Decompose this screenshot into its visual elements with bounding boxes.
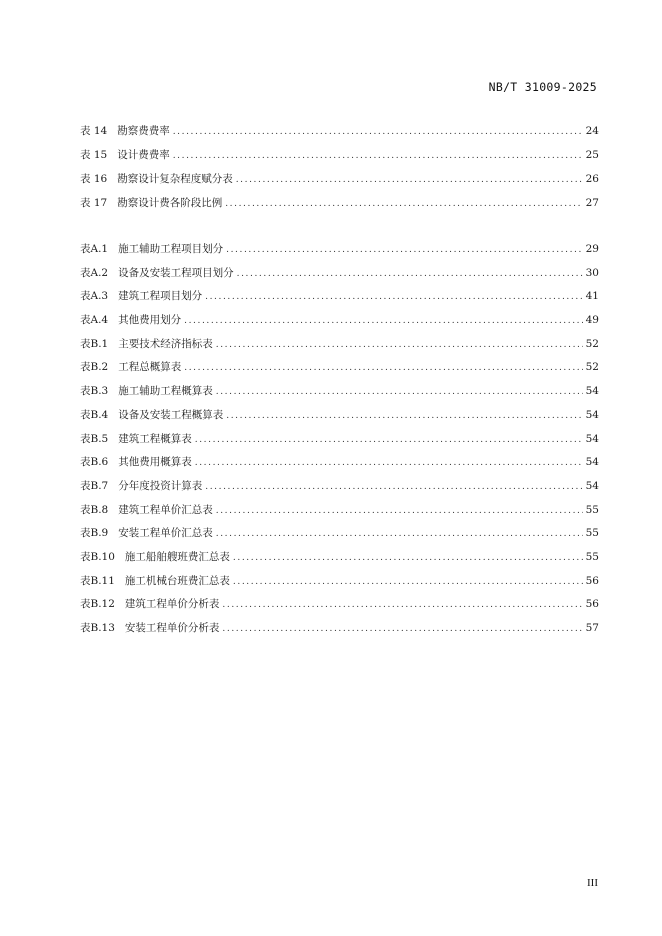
toc-entry-page: 54 xyxy=(585,479,599,492)
toc-dot-leader xyxy=(237,269,583,279)
toc-entry-title: 分年度投资计算表 xyxy=(118,479,203,492)
toc-entry-title: 设备及安装工程项目划分 xyxy=(118,266,234,279)
toc-entry-page: 54 xyxy=(585,456,599,469)
toc-entry-number: 表B.5 xyxy=(80,432,109,445)
toc-entry-title: 主要技术经济指标表 xyxy=(118,337,213,350)
toc-entry[interactable] xyxy=(80,573,599,597)
toc-entry-title: 建筑工程概算表 xyxy=(118,432,192,445)
toc-entry-number: 表 15 xyxy=(80,149,108,161)
toc-entry-page: 54 xyxy=(585,432,599,445)
toc-dot-leader xyxy=(222,624,582,634)
toc-entry-page: 25 xyxy=(585,149,599,161)
toc-entry-title: 安装工程单价分析表 xyxy=(124,622,220,634)
toc-dot-leader xyxy=(184,363,582,373)
toc-entry-title: 设计费费率 xyxy=(117,149,170,161)
toc-entry-page: 24 xyxy=(585,125,599,137)
toc-entry-label xyxy=(80,383,213,398)
toc-entry-number: 表 16 xyxy=(80,173,108,185)
toc-dot-leader xyxy=(216,387,583,397)
toc-entry-page: 55 xyxy=(585,527,599,540)
toc-entry-number: 表B.6 xyxy=(80,456,109,469)
toc-dot-leader xyxy=(216,506,583,516)
toc-entry-label xyxy=(80,407,223,422)
toc-entry[interactable] xyxy=(80,431,599,455)
toc-entry-page: 26 xyxy=(585,173,599,185)
toc-entry-label xyxy=(80,573,230,588)
toc-entry-page: 41 xyxy=(585,290,599,303)
toc-entry-number: 表B.1 xyxy=(80,337,109,350)
toc-dot-leader xyxy=(205,482,582,492)
toc-entry-label xyxy=(80,478,202,493)
toc-entry-label xyxy=(80,359,181,374)
toc-entry-label xyxy=(80,147,170,162)
toc-entry-number: 表A.1 xyxy=(80,243,109,255)
toc-entry[interactable] xyxy=(80,147,599,171)
toc-entry-number: 表B.10 xyxy=(80,550,115,563)
toc-entry-label xyxy=(80,596,219,611)
toc-entry-number: 表B.3 xyxy=(80,385,109,398)
toc-entry-label xyxy=(80,336,213,351)
toc-entry[interactable] xyxy=(80,502,599,526)
toc-entry-title: 勘察设计费各阶段比例 xyxy=(117,197,223,209)
toc-entry[interactable] xyxy=(80,478,599,502)
toc-entry[interactable] xyxy=(80,549,599,573)
toc-dot-leader xyxy=(205,292,583,302)
toc-entry[interactable] xyxy=(80,596,599,620)
toc-dot-leader xyxy=(226,411,582,421)
toc-entry-label xyxy=(80,431,192,446)
toc-entry-page: 55 xyxy=(585,503,599,516)
toc-entry-number: 表 17 xyxy=(80,197,108,209)
toc-dot-leader xyxy=(233,577,583,587)
toc-entry[interactable] xyxy=(80,123,599,147)
toc-entry-number: 表B.4 xyxy=(80,408,109,421)
toc-entry-number: 表B.7 xyxy=(80,479,109,492)
toc-entry-number: 表 14 xyxy=(80,125,108,137)
toc-entry-page: 54 xyxy=(585,385,599,398)
toc-entry-label xyxy=(80,312,181,327)
toc-entry-title: 设备及安装工程概算表 xyxy=(118,408,224,421)
toc-entry-page: 56 xyxy=(585,598,599,611)
toc-entry-number: 表B.13 xyxy=(80,622,115,634)
toc-entry-number: 表A.3 xyxy=(80,290,109,303)
toc-entry-number: 表A.2 xyxy=(80,266,109,279)
toc-group-tables xyxy=(80,123,599,219)
toc-entry-label xyxy=(80,265,234,280)
toc-entry[interactable] xyxy=(80,312,599,336)
toc-entry-title: 施工辅助工程项目划分 xyxy=(118,243,224,255)
toc-entry-label xyxy=(80,288,202,303)
toc-entry-number: 表B.11 xyxy=(80,574,115,587)
toc-entry[interactable] xyxy=(80,620,599,644)
toc-dot-leader xyxy=(225,199,582,209)
toc-entry-title: 工程总概算表 xyxy=(118,361,182,374)
toc-dot-leader xyxy=(233,553,583,563)
toc-entry-title: 建筑工程单价汇总表 xyxy=(118,503,213,516)
toc-entry-title: 其他费用划分 xyxy=(118,314,182,327)
toc-entry-title: 施工辅助工程概算表 xyxy=(118,385,213,398)
toc-entry[interactable] xyxy=(80,171,599,195)
toc-entry-page: 29 xyxy=(585,243,599,255)
toc-entry-page: 52 xyxy=(585,361,599,374)
toc-dot-leader xyxy=(173,127,583,137)
toc-entry-page: 49 xyxy=(585,314,599,327)
toc-entry-title: 其他费用概算表 xyxy=(118,456,192,469)
toc-dot-leader xyxy=(173,151,583,161)
toc-entry[interactable] xyxy=(80,359,599,383)
toc-entry-number: 表B.2 xyxy=(80,361,109,374)
toc-entry-label xyxy=(80,502,213,517)
toc-dot-leader xyxy=(216,529,583,539)
toc-entry-label xyxy=(80,454,192,469)
toc-entry-label xyxy=(80,620,219,635)
toc-dot-leader xyxy=(195,435,583,445)
toc-entry-title: 勘察费费率 xyxy=(117,125,170,137)
toc-dot-leader xyxy=(236,175,583,185)
toc-entry-label xyxy=(80,525,213,540)
toc-entry[interactable] xyxy=(80,383,599,407)
toc-entry-title: 施工船舶艘班费汇总表 xyxy=(124,550,230,563)
toc-entry[interactable] xyxy=(80,525,599,549)
page-number: III xyxy=(587,877,598,889)
toc-dot-leader xyxy=(222,600,582,610)
toc-entry-number: 表A.4 xyxy=(80,314,109,327)
standard-code: NB/T 31009-2025 xyxy=(488,80,597,94)
toc-entry-number: 表B.12 xyxy=(80,598,115,611)
toc-entry-label xyxy=(80,171,233,186)
toc-entry-label xyxy=(80,123,170,138)
toc-entry[interactable] xyxy=(80,241,599,265)
toc-entry-page: 54 xyxy=(585,408,599,421)
toc-entry-page: 56 xyxy=(585,574,599,587)
toc-entry[interactable] xyxy=(80,407,599,431)
toc-entry-number: 表B.9 xyxy=(80,527,109,540)
toc-entry-title: 施工机械台班费汇总表 xyxy=(124,574,230,587)
toc-entry[interactable] xyxy=(80,288,599,312)
toc-entry-page: 27 xyxy=(585,197,599,209)
toc-entry[interactable] xyxy=(80,195,599,219)
toc-entry[interactable] xyxy=(80,454,599,478)
toc-dot-leader xyxy=(226,245,583,255)
toc-dot-leader xyxy=(184,316,583,326)
toc-entry-label xyxy=(80,241,223,256)
toc-entry-title: 建筑工程单价分析表 xyxy=(124,598,220,611)
toc-entry-page: 52 xyxy=(585,337,599,350)
toc-entry-label xyxy=(80,549,230,564)
toc-entry-page: 30 xyxy=(585,266,599,279)
toc-entry-title: 安装工程单价汇总表 xyxy=(118,527,213,540)
toc-entry-title: 建筑工程项目划分 xyxy=(118,290,203,303)
toc-dot-leader xyxy=(195,458,583,468)
toc-entry-label xyxy=(80,195,222,210)
toc-dot-leader xyxy=(216,340,583,350)
toc-entry[interactable] xyxy=(80,336,599,360)
toc-entry-title: 勘察设计复杂程度赋分表 xyxy=(117,173,233,185)
toc-entry-page: 55 xyxy=(585,550,599,563)
toc-entry-number: 表B.8 xyxy=(80,503,109,516)
toc-entry[interactable] xyxy=(80,265,599,289)
toc-entry-page: 57 xyxy=(585,622,599,634)
toc-group-appendix-tables xyxy=(80,241,599,644)
